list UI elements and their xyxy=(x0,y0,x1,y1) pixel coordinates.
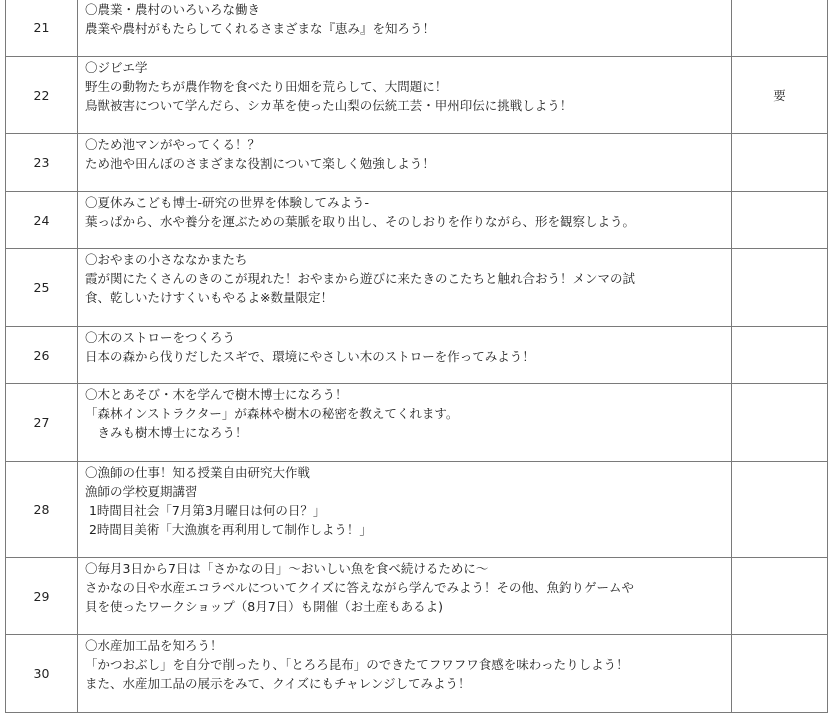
reservation-cell xyxy=(732,0,828,57)
reservation-cell xyxy=(732,249,828,327)
event-title: 〇夏休みこども博士-研究の世界を体験してみよう- xyxy=(85,195,370,210)
row-number: 24 xyxy=(6,192,78,249)
event-detail: 貝を使ったワークショップ（8月7日）も開催（お土産もあるよ) xyxy=(85,599,444,614)
table-row xyxy=(6,384,828,462)
table-row xyxy=(6,192,828,249)
table-row xyxy=(6,462,828,558)
event-detail: 農業や農村がもたらしてくれるさまざまな『恵み』を知ろう！ xyxy=(85,21,436,36)
row-number: 30 xyxy=(6,635,78,713)
reservation-cell xyxy=(732,558,828,635)
event-detail: 1時間目社会「7月第3月曜日は何の日？」 xyxy=(85,503,326,518)
table-row xyxy=(6,249,828,327)
event-title: 〇ため池マンがやってくる！？ xyxy=(85,137,261,152)
event-detail: 2時間目美術「大漁旗を再利用して制作しよう！」 xyxy=(85,522,372,537)
table-row xyxy=(6,327,828,384)
row-number: 23 xyxy=(6,134,78,192)
event-title: 〇農業・農村のいろいろな働き xyxy=(85,2,261,17)
event-detail: 「かつおぶし」を自分で削ったり、「とろろ昆布」のできたてフワフワ食感を味わったりしよう！ xyxy=(85,657,629,672)
row-number: 21 xyxy=(6,0,78,57)
event-description xyxy=(78,327,732,384)
reservation-cell: 要 xyxy=(732,57,828,134)
event-description xyxy=(78,635,732,713)
row-number: 28 xyxy=(6,462,78,558)
row-number: 26 xyxy=(6,327,78,384)
event-title: 〇ジビエ学 xyxy=(85,60,148,75)
event-detail: 日本の森から伐りだしたスギで、環境にやさしい木のストローを作ってみよう！ xyxy=(85,349,535,364)
event-detail: 野生の動物たちが農作物を食べたり田畑を荒らして、大問題に！ xyxy=(85,79,448,94)
event-description xyxy=(78,462,732,558)
event-description xyxy=(78,192,732,249)
event-detail: 霞が関にたくさんのきのこが現れた！おやまから遊びに来たきのこたちと触れ合おう！メンマの試 xyxy=(85,271,636,286)
event-description xyxy=(78,249,732,327)
reservation-cell xyxy=(732,462,828,558)
event-title: 〇水産加工品を知ろう！ xyxy=(85,638,223,653)
table-row xyxy=(6,57,828,134)
event-detail: 食、乾しいたけすくいもやるよ※数量限定！ xyxy=(85,290,333,305)
table-row xyxy=(6,134,828,192)
table-row xyxy=(6,0,828,57)
reservation-cell xyxy=(732,327,828,384)
event-description xyxy=(78,57,732,134)
event-detail: 漁師の学校夏期講習 xyxy=(85,484,198,499)
event-title: 〇漁師の仕事！知る授業自由研究大作戦 xyxy=(85,465,311,480)
event-description xyxy=(78,0,732,57)
reservation-cell xyxy=(732,134,828,192)
reservation-cell xyxy=(732,384,828,462)
event-detail: また、水産加工品の展示をみて、クイズにもチャレンジしてみよう！ xyxy=(85,676,471,691)
reservation-cell xyxy=(732,635,828,713)
event-title: 〇おやまの小さななかまたち xyxy=(85,252,248,267)
row-number: 25 xyxy=(6,249,78,327)
event-description xyxy=(78,384,732,462)
event-detail: ため池や田んぼのさまざまな役割について楽しく勉強しよう！ xyxy=(85,156,435,171)
event-title: 〇木とあそび・木を学んで樹木博士になろう！ xyxy=(85,387,348,402)
event-description xyxy=(78,134,732,192)
reservation-cell xyxy=(732,192,828,249)
event-title: 〇毎月3日から7日は「さかなの日」～おいしい魚を食べ続けるために～ xyxy=(85,561,489,576)
event-title: 〇木のストローをつくろう xyxy=(85,330,236,345)
event-detail: きみも樹木博士になろう！ xyxy=(85,425,248,440)
event-detail: さかなの日や水産エコラベルについてクイズに答えながら学んでみよう！その他、魚釣りゲームや xyxy=(85,580,635,595)
event-table xyxy=(5,0,828,713)
event-description xyxy=(78,558,732,635)
row-number: 22 xyxy=(6,57,78,134)
table-row xyxy=(6,635,828,713)
event-detail: 鳥獣被害について学んだら、シカ革を使った山梨の伝統工芸・甲州印伝に挑戦しよう！ xyxy=(85,98,573,113)
row-number: 27 xyxy=(6,384,78,462)
table-row xyxy=(6,558,828,635)
event-detail: 葉っぱから、水や養分を運ぶための葉脈を取り出し、そのしおりを作りながら、形を観察しよう。 xyxy=(85,214,636,229)
event-detail: 「森林インストラクター」が森林や樹木の秘密を教えてくれます。 xyxy=(85,406,459,421)
row-number: 29 xyxy=(6,558,78,635)
